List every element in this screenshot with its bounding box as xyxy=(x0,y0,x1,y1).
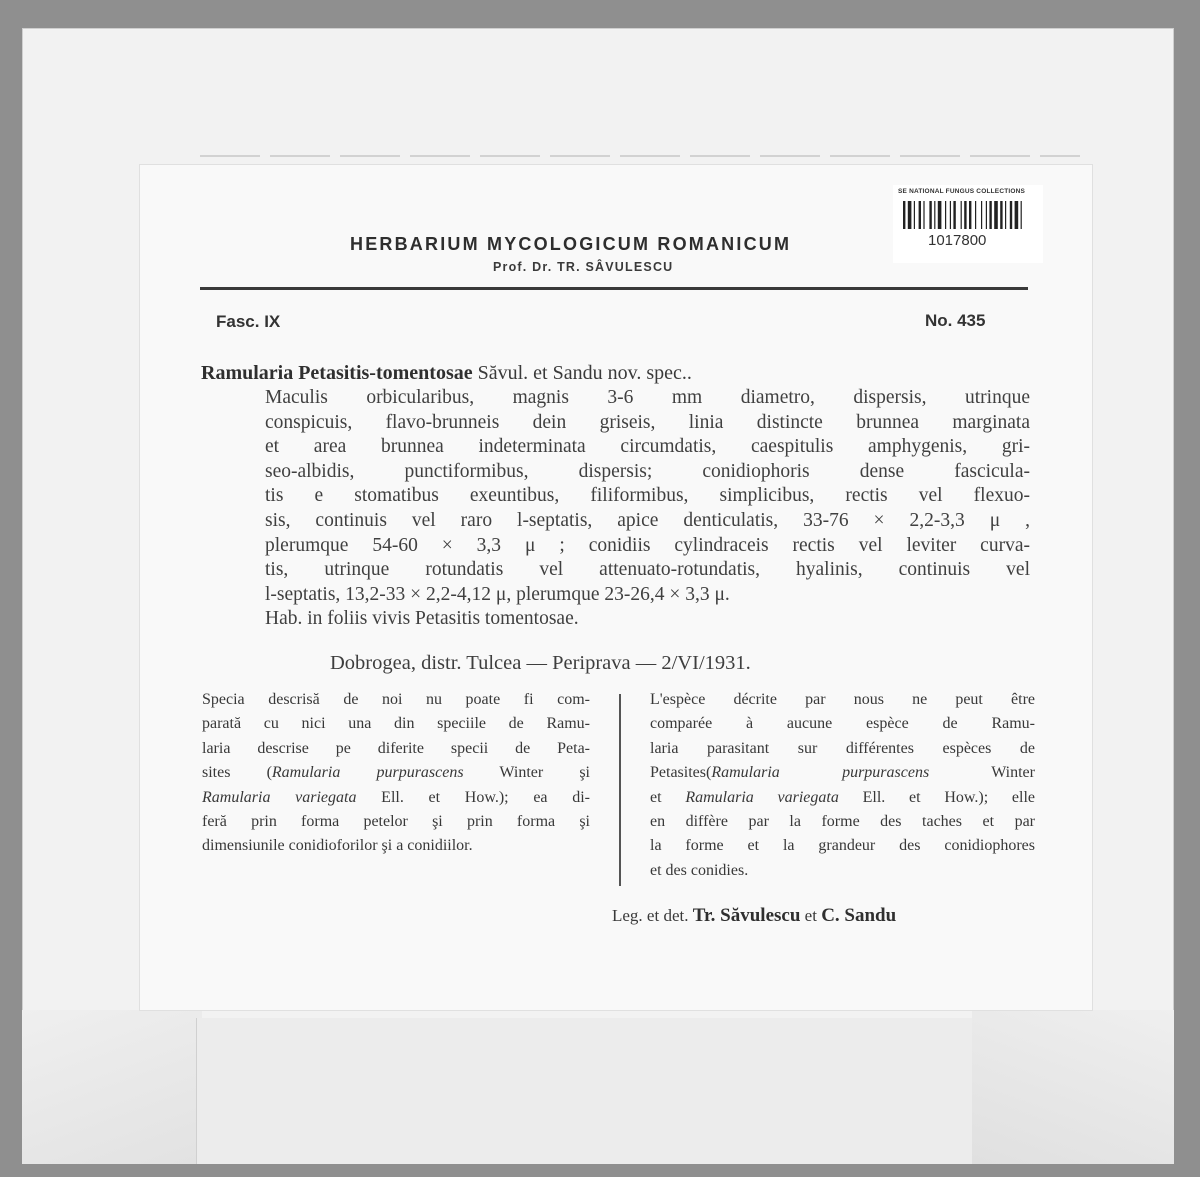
specimen-number: No. 435 xyxy=(925,311,986,330)
label-top-edge xyxy=(200,155,1080,157)
note-line: Petasites(Ramularia purpurascens Winter xyxy=(650,764,1035,782)
description-line: conspicuis, flavo-brunneis dein griseis, linia distincte brunnea marginata xyxy=(265,411,1030,433)
french-note xyxy=(650,688,1035,883)
note-line: feră prin forma petelor şi prin forma şi xyxy=(202,813,590,831)
note-line: laria descrise pe diferite specii de Peta- xyxy=(202,739,590,757)
note-line: parată cu nici una din speciile de Ramu- xyxy=(202,715,590,733)
species-authority: Săvul. et Sandu nov. spec.. xyxy=(477,362,692,384)
description-line: tis, utrinque rotundatis vel attenuato-rotundatis, hyalinis, continuis vel xyxy=(265,559,1030,581)
note-line: comparée à aucune espèce de Ramu- xyxy=(650,715,1035,733)
collector-line xyxy=(612,905,896,927)
barcode-icon xyxy=(893,185,1043,263)
latin-description xyxy=(265,386,1030,632)
description-line: Maculis orbicularibus, magnis 3-6 mm diametro, dispersis, utrinque xyxy=(265,387,1030,408)
note-line: dimensiunile conidioforilor şi a conidiilor. xyxy=(202,837,473,855)
description-line: seo-albidis, punctiformibus, dispersis; conidiophoris dense fascicula- xyxy=(265,460,1030,482)
note-line: la forme et la grandeur des conidiophores xyxy=(650,837,1035,855)
collector-prefix: Leg. et det. xyxy=(612,906,689,925)
collector-name-1: Tr. Săvulescu xyxy=(692,905,801,926)
packet-fold-tab xyxy=(196,1018,974,1164)
barcode-number: 1017800 xyxy=(928,232,987,249)
note-line: L'espèce décrite par nous ne peut être xyxy=(650,691,1035,708)
description-line: sis, continuis vel raro l-septatis, apice denticulatis, 33-76 × 2,2-3,3 μ , xyxy=(265,509,1030,531)
collector-conj: et xyxy=(804,906,817,925)
column-divider xyxy=(619,694,621,886)
note-line: Ramularia variegata Ell. et How.); ea di- xyxy=(202,788,591,806)
romanian-note xyxy=(202,688,590,859)
description-line: et area brunnea indeterminata circumdatis, caespitulis amphygenis, gri- xyxy=(265,436,1030,458)
species-name: Ramularia Petasitis-tomentosae xyxy=(201,362,473,384)
fascicle-label: Fasc. IX xyxy=(216,312,281,331)
collector-name-2: C. Sandu xyxy=(821,905,897,926)
note-line: sites (Ramularia purpurascens Winter şi xyxy=(202,764,590,782)
note-line: et des conidies. xyxy=(650,861,749,879)
herbarium-title: HERBARIUM MYCOLOGICUM ROMANICUM xyxy=(350,234,792,254)
packet-fold-left xyxy=(22,1010,202,1164)
barcode-caption: SE NATIONAL FUNGUS COLLECTIONS xyxy=(898,188,1026,195)
note-line: laria parasitant sur différentes espèces de xyxy=(650,739,1035,757)
description-line: plerumque 54-60 × 3,3 μ ; conidiis cylindraceis rectis vel leviter curva- xyxy=(265,534,1030,556)
note-line: Specia descrisă de noi nu poate fi com- xyxy=(202,691,590,708)
header-rule xyxy=(200,287,1028,290)
note-line: et Ramularia variegata Ell. et How.); elle xyxy=(650,788,1036,806)
herbarium-subtitle: Prof. Dr. TR. SÂVULESCU xyxy=(493,260,674,274)
species-heading xyxy=(201,362,692,385)
description-line: Hab. in foliis vivis Petasitis tomentosae. xyxy=(265,608,579,630)
description-line: l-septatis, 13,2-33 × 2,2-4,12 μ, plerumque 23-26,4 × 3,3 μ. xyxy=(265,583,730,605)
description-line: tis e stomatibus exeuntibus, filiformibus, simplicibus, rectis vel flexuo- xyxy=(265,485,1030,507)
packet-fold-right xyxy=(972,1010,1174,1164)
barcode-sticker xyxy=(893,185,1043,263)
locality-date: Dobrogea, distr. Tulcea — Periprava — 2/VI/1931. xyxy=(330,652,751,674)
note-line: en diffère par la forme des taches et par xyxy=(650,813,1035,831)
